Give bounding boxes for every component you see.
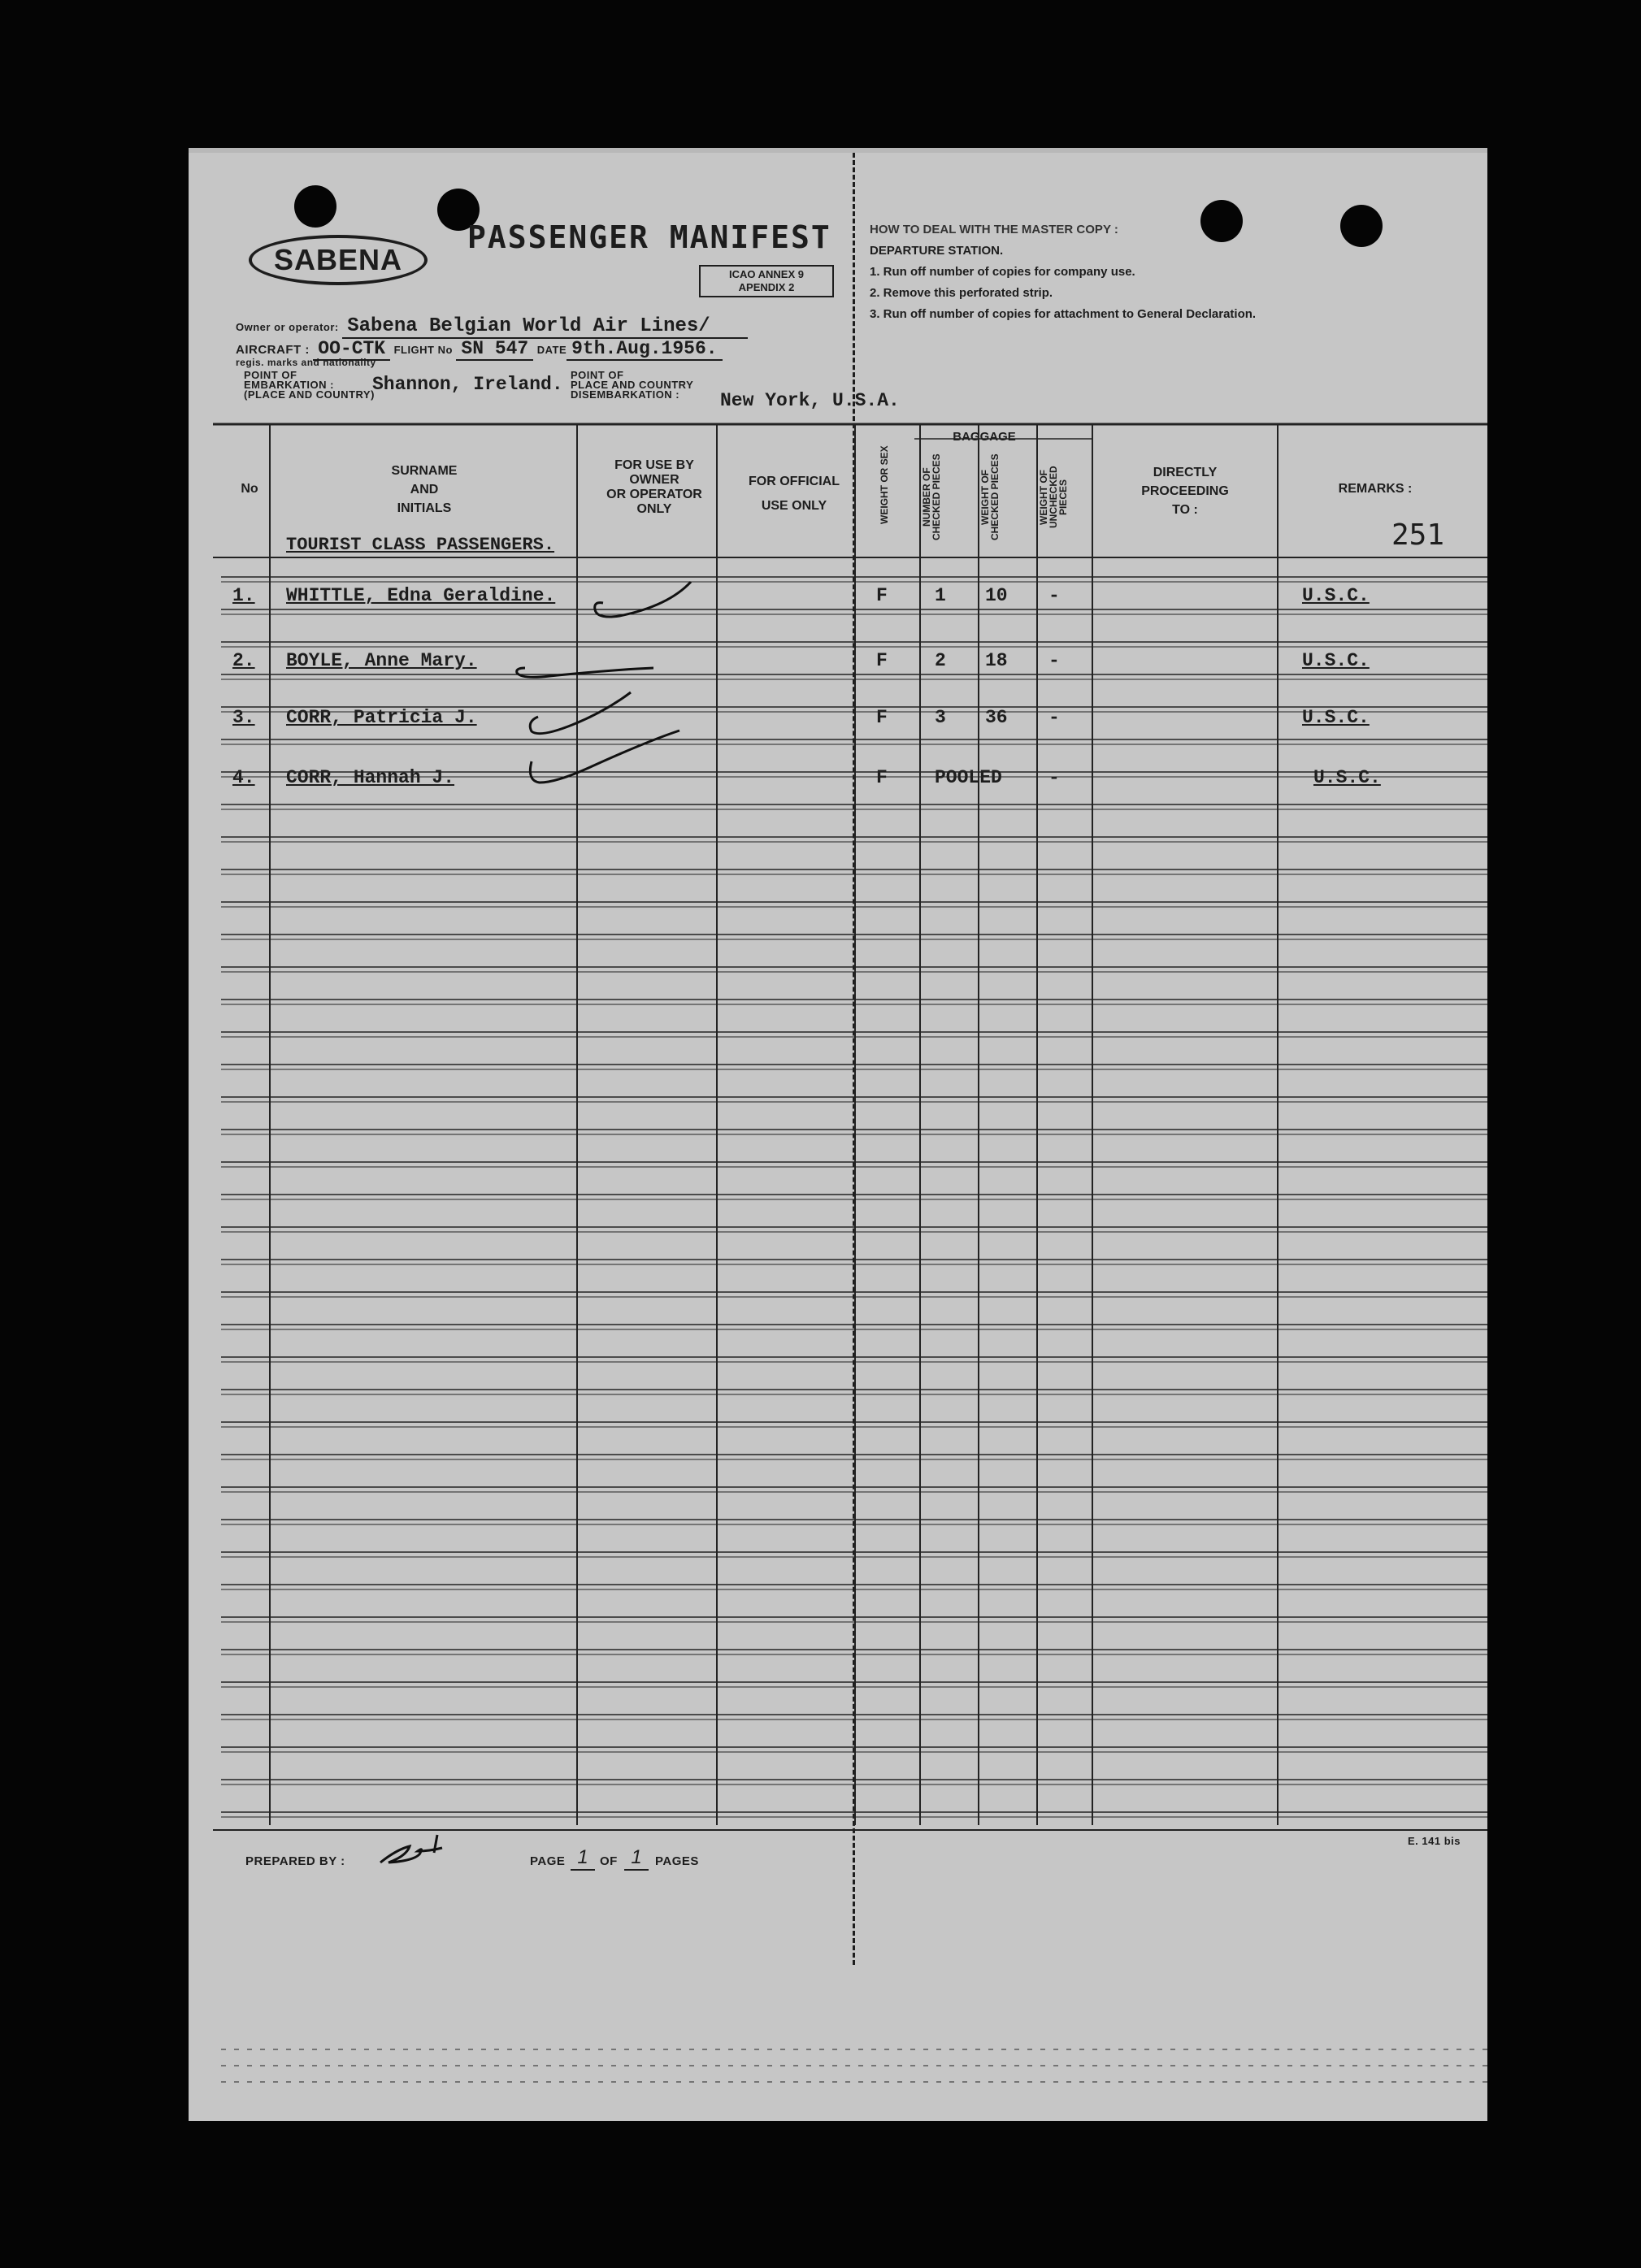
sabena-logo: SABENA: [249, 235, 428, 285]
disembarkation-value: New York, U.S.A.: [720, 390, 900, 411]
disembarkation-label-3: DISEMBARKATION :: [571, 388, 680, 401]
header-owner-line-3: OR OPERATOR: [606, 488, 702, 501]
of-value: 1: [624, 1846, 649, 1871]
embarkation-value: Shannon, Ireland.: [372, 374, 563, 395]
checked-pieces: 2: [935, 650, 946, 671]
passenger-remarks: U.S.C.: [1302, 585, 1370, 606]
header-official-line-1: FOR OFFICIAL: [749, 475, 840, 488]
checked-weight: 18: [985, 650, 1008, 671]
passenger-number: 2.: [232, 650, 255, 671]
document-title: PASSENGER MANIFEST: [467, 219, 831, 255]
unchecked-weight: -: [1048, 585, 1060, 606]
passenger-remarks: U.S.C.: [1302, 650, 1370, 671]
passenger-number: 4.: [232, 767, 255, 788]
header-official-line-2: USE ONLY: [761, 499, 827, 513]
instruction-line-5: 3. Run off number of copies for attachment to General Declaration.: [870, 307, 1257, 321]
passenger-sex: F: [876, 585, 888, 606]
header-number-of-checked-pieces: NUMBER OF CHECKED PIECES: [921, 453, 942, 541]
form-code: E. 141 bis: [1408, 1835, 1461, 1847]
passenger-remarks: U.S.C.: [1313, 767, 1381, 788]
header-weight-of-unchecked-pieces: WEIGHT OF UNCHECKED PIECES: [1038, 466, 1069, 529]
checked-pieces: 1: [935, 585, 946, 606]
header-owner-line-4: ONLY: [636, 502, 672, 516]
header-surname-line-1: SURNAME: [391, 464, 458, 478]
instruction-line-2: DEPARTURE STATION.: [870, 244, 1004, 258]
disembarkation-label-2: PLACE AND COUNTRY: [571, 379, 694, 391]
unchecked-weight: -: [1048, 767, 1060, 788]
header-surname-line-3: INITIALS: [397, 501, 452, 515]
aircraft-registration: OO-CTK: [313, 338, 390, 361]
manifest-sheet: [189, 148, 1487, 2121]
header-proceeding-line-2: PROCEEDING: [1141, 484, 1229, 498]
flight-number: SN 547: [456, 338, 533, 361]
passenger-number: 3.: [232, 707, 255, 728]
flight-date: 9th.Aug.1956.: [567, 338, 722, 361]
checked-pieces: POOLED: [935, 767, 1002, 788]
instruction-line-3: 1. Run off number of copies for company use.: [870, 265, 1135, 279]
embarkation-label-3: (PLACE AND COUNTRY): [244, 388, 375, 401]
checked-weight: 10: [985, 585, 1008, 606]
page-label: PAGE: [530, 1854, 566, 1868]
preparer-signature: [189, 148, 1487, 2121]
passenger-sex: F: [876, 707, 888, 728]
passenger-remarks: U.S.C.: [1302, 707, 1370, 728]
passenger-number: 1.: [232, 585, 255, 606]
passenger-name: WHITTLE, Edna Geraldine.: [286, 585, 556, 606]
pages-label: PAGES: [655, 1854, 699, 1868]
header-weight-of-checked-pieces: WEIGHT OF CHECKED PIECES: [979, 453, 1001, 541]
page-stamp-number: 251: [1391, 518, 1445, 552]
aircraft-label: AIRCRAFT :: [236, 343, 310, 357]
page-value: 1: [571, 1846, 595, 1871]
section-label: TOURIST CLASS PASSENGERS.: [286, 535, 555, 555]
annex-line-1: ICAO ANNEX 9: [729, 268, 804, 280]
instruction-line-4: 2. Remove this perforated strip.: [870, 286, 1053, 300]
header-proceeding-line-1: DIRECTLY: [1153, 466, 1218, 479]
header-weight-or-sex: WEIGHT OR SEX: [879, 445, 890, 525]
unchecked-weight: -: [1048, 650, 1060, 671]
passenger-name: BOYLE, Anne Mary.: [286, 650, 477, 671]
checked-pieces: 3: [935, 707, 946, 728]
passenger-sex: F: [876, 650, 888, 671]
header-baggage: BAGGAGE: [953, 430, 1016, 444]
embarkation-label-1: POINT OF: [244, 369, 297, 381]
checked-weight: 36: [985, 707, 1008, 728]
header-no: No: [241, 482, 258, 496]
unchecked-weight: -: [1048, 707, 1060, 728]
header-owner-line-1: FOR USE BY: [614, 458, 694, 472]
prepared-by-label: PREPARED BY :: [245, 1854, 345, 1868]
annex-line-2: APENDIX 2: [738, 281, 795, 293]
header-remarks: REMARKS :: [1338, 482, 1413, 496]
disembarkation-label-1: POINT OF: [571, 369, 624, 381]
embarkation-label-2: EMBARKATION :: [244, 379, 334, 391]
passenger-sex: F: [876, 767, 888, 788]
of-label: OF: [600, 1854, 618, 1868]
instruction-line-1: HOW TO DEAL WITH THE MASTER COPY :: [870, 223, 1118, 236]
header-owner-line-2: OWNER: [629, 473, 679, 487]
header-surname-line-2: AND: [410, 483, 439, 497]
date-label: DATE: [536, 344, 567, 356]
passenger-name: CORR, Hannah J.: [286, 767, 455, 788]
flight-label: FLIGHT No: [393, 344, 453, 356]
operator-label: Owner or operator:: [236, 321, 339, 333]
passenger-name: CORR, Patricia J.: [286, 707, 477, 728]
header-proceeding-line-3: TO :: [1172, 503, 1198, 517]
operator-value: Sabena Belgian World Air Lines/: [342, 315, 747, 339]
aircraft-sublabel: regis. marks and nationality: [236, 357, 376, 368]
